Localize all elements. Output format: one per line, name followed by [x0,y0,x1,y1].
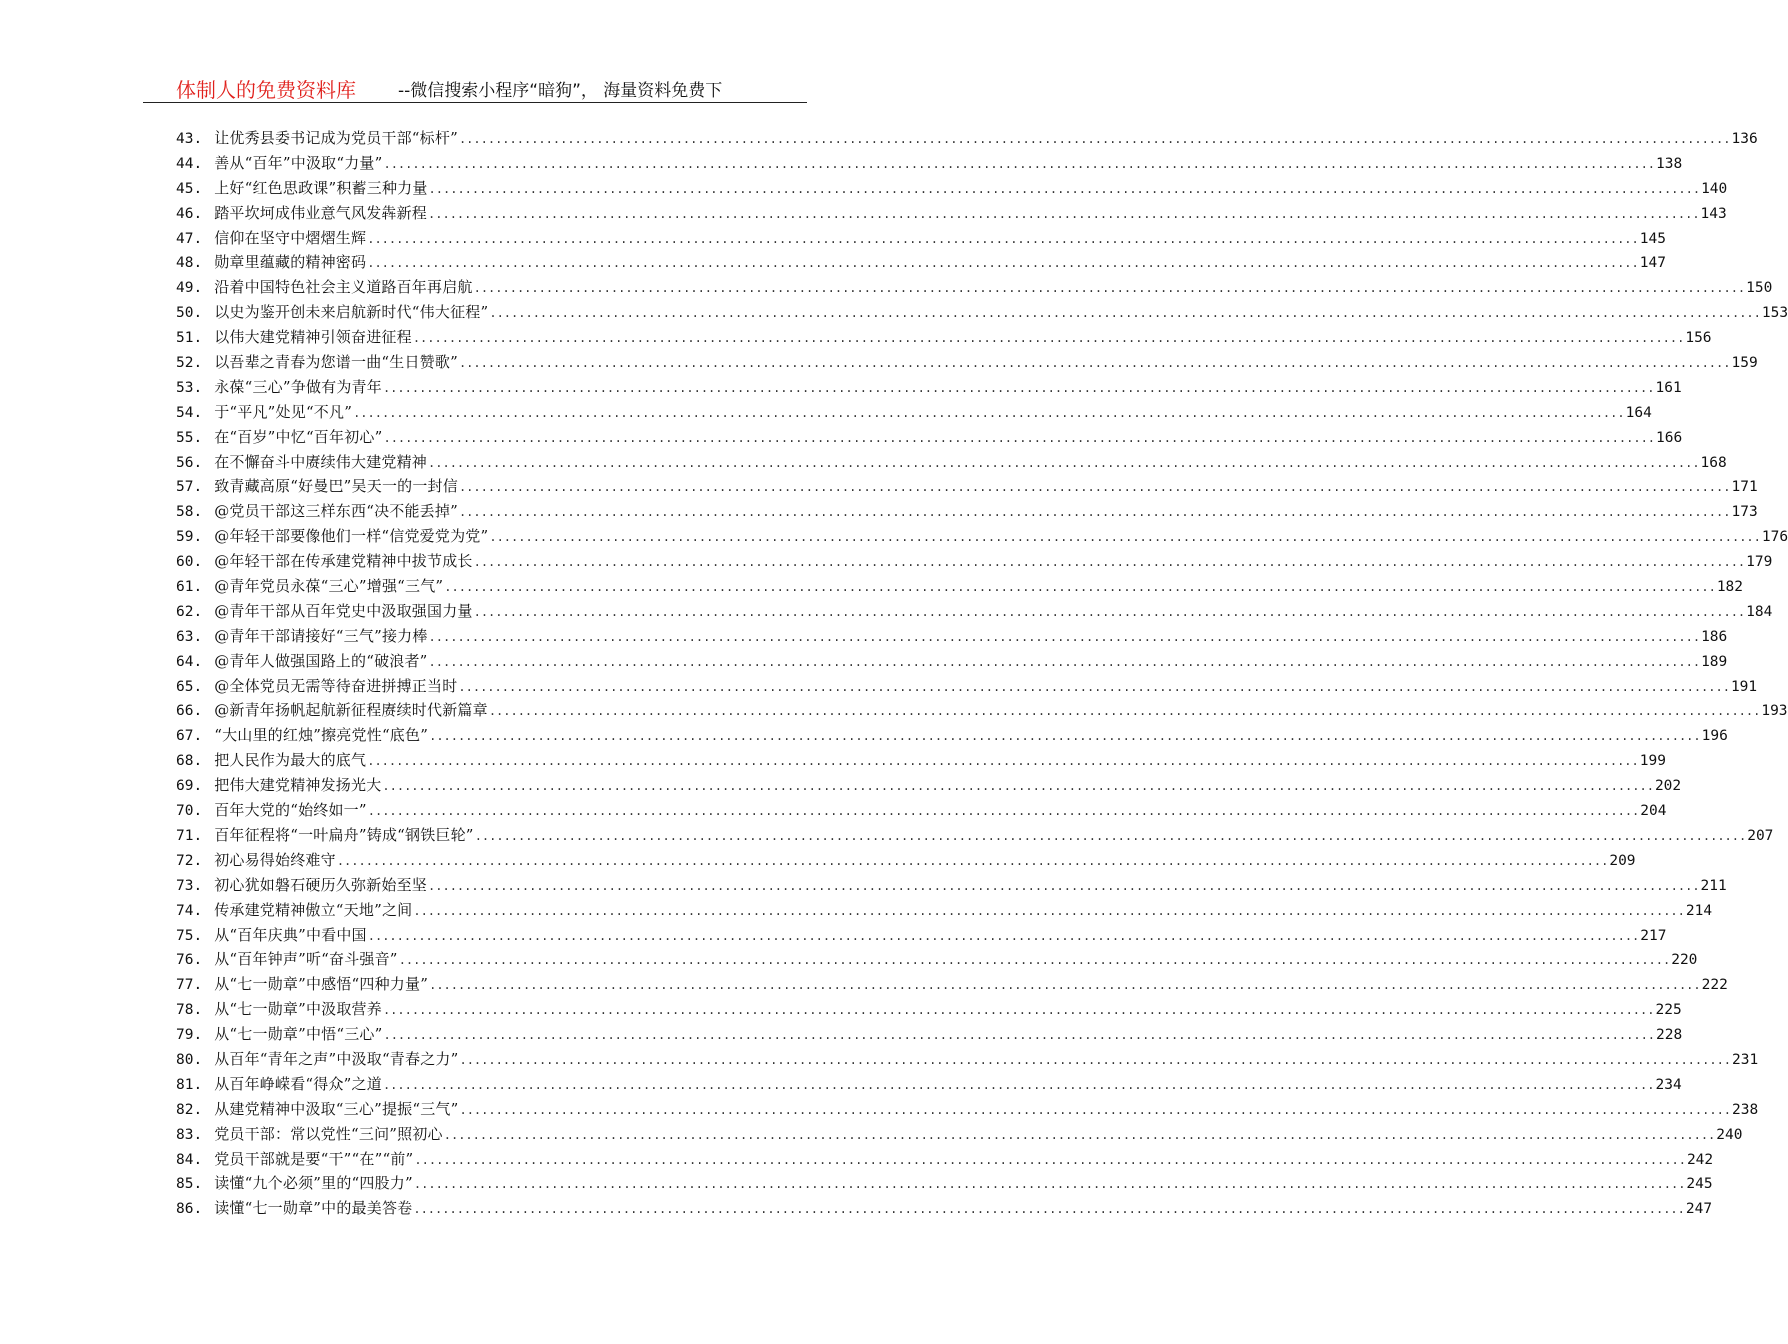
toc-entry-page-number: 211 [1700,877,1727,894]
toc-entry-number: 81. [176,1076,203,1093]
toc-entry-title: 百年大党的“始终如一” [214,801,367,820]
toc-entry-leader-dots [382,774,1654,799]
toc-entry[interactable] [176,997,1682,1022]
toc-entry-number: 57. [176,479,203,496]
toc-entry-page-number: 173 [1731,504,1758,521]
toc-entry-leader-dots [428,451,1700,476]
toc-entry-page-number: 247 [1685,1201,1713,1218]
toc-entry-number: 85. [176,1176,203,1193]
toc-entry-leader-dots [367,251,1639,276]
toc-entry-page-number: 168 [1700,454,1727,471]
toc-entry-page-number: 145 [1639,230,1666,247]
toc-entry[interactable] [176,674,1758,699]
toc-entry-leader-dots [399,948,1671,973]
toc-entry-leader-dots [444,1123,1716,1148]
toc-entry-title: 党员干部就是要“干”“在”“前” [214,1149,414,1168]
toc-entry-title: 在不懈奋斗中赓续伟大建党精神 [214,452,428,471]
toc-entry[interactable] [176,300,1788,325]
toc-entry-leader-dots [428,202,1700,227]
toc-entry-number: 43. [176,131,203,147]
toc-entry-page-number: 186 [1701,628,1728,645]
toc-entry-number: 75. [176,927,203,944]
toc-entry-leader-dots [413,326,1685,351]
toc-entry-page-number: 147 [1639,255,1666,272]
toc-entry-page-number: 140 [1701,180,1728,197]
toc-entry-page-number: 207 [1747,827,1774,844]
toc-entry-title: 从“百年钟声”听“奋斗强音” [214,950,398,969]
toc-entry-page-number: 220 [1671,952,1698,969]
toc-entry-number: 84. [176,1151,203,1168]
toc-entry-title: 信仰在坚守中熠熠生辉 [214,228,367,247]
toc-entry-leader-dots [368,799,1640,824]
toc-entry-page-number: 214 [1685,902,1713,919]
toc-entry-page-number: 143 [1700,205,1727,222]
toc-entry-page-number: 209 [1609,852,1636,869]
toc-entry[interactable] [176,400,1652,425]
toc-entry-page-number: 179 [1746,554,1773,571]
toc-entry-leader-dots [489,301,1761,326]
toc-entry[interactable] [176,201,1727,226]
toc-entry[interactable] [176,1047,1759,1072]
toc-entry[interactable] [176,151,1683,176]
toc-entry-number: 83. [176,1126,203,1143]
toc-entry-title: 沿着中国特色社会主义道路百年再启航 [214,278,473,297]
toc-entry-number: 58. [176,504,203,521]
toc-entry-title: 在“百岁”中忆“百年初心” [214,427,383,446]
toc-entry[interactable] [176,1196,1713,1221]
header-tagline: --微信搜索小程序“暗狗”， 海量资料免费下 [398,81,723,101]
toc-entry[interactable] [176,798,1667,823]
toc-entry-title: 于“平凡”处见“不凡” [214,402,353,421]
toc-entry[interactable] [176,375,1682,400]
toc-entry-title: @年轻干部在传承建党精神中拔节成长 [214,552,473,571]
toc-entry-number: 86. [176,1201,203,1218]
toc-entry[interactable] [176,748,1666,773]
toc-entry[interactable] [176,126,1758,151]
toc-entry-leader-dots [383,998,1655,1023]
toc-entry-title: @年轻干部要像他们一样“信党爱党为党” [214,527,489,546]
toc-entry-title: 把人民作为最大的底气 [214,751,367,770]
toc-entry-title: @青年人做强国路上的“破浪者” [214,651,428,670]
toc-entry-leader-dots [383,376,1655,401]
toc-entry[interactable] [176,1022,1683,1047]
toc-entry[interactable] [176,275,1773,300]
toc-entry-leader-dots [459,475,1731,500]
toc-entry-leader-dots [413,899,1685,924]
toc-entry[interactable] [176,947,1698,972]
toc-entry-leader-dots [383,152,1655,177]
toc-entry-title: 从百年“青年之声”中汲取“青春之力” [214,1049,459,1068]
toc-entry-page-number: 245 [1686,1176,1713,1193]
toc-entry-leader-dots [459,500,1731,525]
toc-entry[interactable] [176,1171,1713,1196]
toc-entry[interactable] [176,549,1773,574]
toc-entry-title: @新青年扬帆起航新征程赓续时代新篇章 [214,701,488,720]
toc-entry-title: @青年干部从百年党史中汲取强国力量 [214,601,473,620]
toc-entry[interactable] [176,649,1728,674]
brand-title: 体制人的免费资料库 [176,78,356,102]
toc-entry-leader-dots [429,973,1701,998]
toc-entry-number: 65. [176,678,203,695]
toc-entry-title: 上好“红色思政课”积蓄三种力量 [214,178,428,197]
toc-entry-number: 72. [176,852,203,869]
toc-entry-leader-dots [458,675,1730,700]
toc-entry-leader-dots [429,650,1701,675]
toc-entry-title: 从“七一勋章”中悟“三心” [214,1025,383,1044]
toc-entry-page-number: 196 [1701,728,1728,745]
toc-entry-page-number: 234 [1655,1076,1682,1093]
toc-entry-leader-dots [414,1148,1686,1173]
toc-entry-page-number: 161 [1655,379,1682,396]
toc-entry-title: @青年党员永葆“三心”增强“三气” [214,577,444,596]
toc-entry[interactable] [176,325,1712,350]
toc-entry-title: 初心犹如磐石硬历久弥新始至坚 [214,875,428,894]
toc-entry-number: 55. [176,429,203,446]
toc-entry-page-number: 228 [1656,1027,1683,1044]
toc-entry-page-number: 225 [1655,1002,1682,1019]
toc-entry[interactable] [176,823,1774,848]
toc-entry-leader-dots [474,276,1746,301]
toc-entry[interactable] [176,923,1667,948]
toc-entry[interactable] [176,1072,1682,1097]
toc-entry[interactable] [176,350,1758,375]
toc-entry-number: 52. [176,355,203,372]
toc-entry-number: 70. [176,803,203,820]
toc-entry-number: 64. [176,653,203,670]
toc-entry-title: 把伟大建党精神发扬光大 [214,776,382,795]
toc-entry-leader-dots [459,127,1731,152]
toc-entry-page-number: 199 [1639,753,1666,770]
toc-entry[interactable] [176,898,1713,923]
toc-entry[interactable] [176,1122,1743,1147]
toc-entry-leader-dots [367,749,1639,774]
toc-entry-number: 69. [176,778,203,795]
toc-entry-leader-dots [444,575,1716,600]
toc-entry-number: 73. [176,877,203,894]
toc-entry-page-number: 166 [1656,429,1683,446]
toc-entry-title: 致青藏高原“好曼巴”吴天一的一封信 [214,477,458,496]
toc-entry-page-number: 204 [1640,803,1667,820]
toc-entry-title: 初心易得始终难守 [214,850,336,869]
toc-entry-page-number: 202 [1654,778,1682,795]
toc-entry-number: 47. [176,230,203,247]
toc-entry-number: 61. [176,579,203,596]
toc-entry-number: 45. [176,180,203,197]
toc-entry-title: 踏平坎坷成伟业意气风发犇新程 [214,203,428,222]
toc-entry-page-number: 150 [1746,280,1773,297]
toc-entry-number: 80. [176,1051,203,1068]
toc-entry[interactable] [176,574,1744,599]
toc-entry-leader-dots [367,227,1639,252]
toc-entry-number: 48. [176,255,203,272]
toc-entry-title: 从百年峥嵘看“得众”之道 [214,1074,382,1093]
toc-entry[interactable] [176,698,1788,723]
toc-entry-leader-dots [383,1073,1655,1098]
toc-entry-page-number: 182 [1716,579,1744,596]
toc-entry-number: 76. [176,952,203,969]
toc-entry-number: 66. [176,703,203,720]
toc-entry-title: @党员干部这三样东西“决不能丢掉” [214,502,458,521]
toc-entry-title: 以伟大建党精神引领奋进征程 [214,328,412,347]
toc-entry-leader-dots [474,550,1746,575]
toc-entry-leader-dots [414,1172,1686,1197]
toc-entry-leader-dots [383,426,1655,451]
toc-entry-page-number: 189 [1701,653,1728,670]
toc-entry-title: @青年干部请接好“三气”接力棒 [214,626,428,645]
toc-entry[interactable] [176,474,1758,499]
toc-entry-title: 从“七一勋章”中汲取营养 [214,1000,382,1019]
toc-entry[interactable] [176,624,1728,649]
toc-entry[interactable] [176,773,1682,798]
toc-entry-leader-dots [413,1197,1685,1222]
toc-entry[interactable] [176,524,1788,549]
toc-entry-page-number: 171 [1731,479,1758,496]
toc-entry-number: 46. [176,205,203,222]
toc-entry[interactable] [176,1147,1714,1172]
toc-entry-title: 从“七一勋章”中感悟“四种力量” [214,975,429,994]
toc-entry-page-number: 222 [1701,977,1728,994]
toc-entry-leader-dots [429,625,1701,650]
toc-entry[interactable] [176,425,1683,450]
toc-entry-leader-dots [474,600,1746,625]
toc-entry-leader-dots [383,1023,1655,1048]
toc-entry-number: 67. [176,728,203,745]
toc-entry[interactable] [176,499,1758,524]
toc-entry-page-number: 156 [1685,330,1712,347]
toc-entry-leader-dots [428,874,1700,899]
toc-entry-number: 54. [176,404,203,421]
toc-entry-number: 79. [176,1027,203,1044]
toc-entry-title: 党员干部：常以党性“三问”照初心 [214,1124,443,1143]
toc-entry-number: 50. [176,305,203,322]
toc-entry-title: 勋章里蕴藏的精神密码 [214,253,367,272]
toc-entry-number: 71. [176,827,203,844]
toc-entry[interactable] [176,226,1666,251]
toc-entry[interactable] [176,873,1727,898]
toc-entry-title: 从“百年庆典”中看中国 [214,925,367,944]
toc-entry-title: @全体党员无需等待奋进拼搏正当时 [214,676,458,695]
toc-entry[interactable] [176,848,1636,873]
toc-entry-leader-dots [489,699,1761,724]
page-header [143,68,807,103]
toc-entry-leader-dots [459,1098,1731,1123]
toc-entry-title: “大山里的红烛”擦亮党性“底色” [214,726,429,745]
toc-entry-page-number: 193 [1761,703,1788,720]
toc-entry-title: 从建党精神中汲取“三心”提振“三气” [214,1099,459,1118]
toc-entry-title: 让优秀县委书记成为党员干部“标杆” [214,129,458,147]
toc-entry-number: 63. [176,628,203,645]
toc-entry-leader-dots [489,525,1761,550]
toc-entry-title: 善从“百年”中汲取“力量” [214,153,383,172]
toc-entry-number: 62. [176,603,203,620]
toc-entry-number: 49. [176,280,203,297]
toc-entry-leader-dots [368,924,1640,949]
toc-entry-page-number: 138 [1656,155,1683,172]
toc-entry-page-number: 217 [1640,927,1667,944]
toc-entry-page-number: 231 [1732,1051,1759,1068]
toc-entry[interactable] [176,250,1666,275]
toc-entry-page-number: 242 [1686,1151,1714,1168]
toc-entry[interactable] [176,1097,1759,1122]
table-of-contents [176,126,1788,1221]
toc-entry-page-number: 191 [1730,678,1758,695]
toc-entry-leader-dots [459,1048,1731,1073]
toc-entry-number: 60. [176,554,203,571]
toc-entry[interactable] [176,972,1728,997]
toc-entry-title: 读懂“七一勋章”中的最美答卷 [214,1199,413,1218]
toc-entry-page-number: 240 [1716,1126,1743,1143]
toc-entry-leader-dots [429,177,1701,202]
toc-entry-leader-dots [459,351,1731,376]
toc-entry-page-number: 136 [1731,131,1758,147]
toc-entry-title: 百年征程将“一叶扁舟”铸成“钢铁巨轮” [214,825,474,844]
toc-entry-number: 53. [176,379,203,396]
toc-entry-leader-dots [337,849,1609,874]
toc-entry-page-number: 164 [1625,404,1652,421]
toc-entry-leader-dots [475,824,1747,849]
toc-entry-title: 读懂“九个必须”里的“四股力” [214,1174,413,1193]
toc-entry-number: 77. [176,977,203,994]
toc-entry-number: 82. [176,1101,203,1118]
toc-entry-page-number: 184 [1746,603,1773,620]
toc-entry-leader-dots [353,401,1625,426]
toc-entry-number: 74. [176,902,203,919]
toc-entry[interactable] [176,723,1728,748]
toc-entry[interactable] [176,450,1727,475]
toc-entry[interactable] [176,599,1773,624]
toc-entry-title: 以史为鉴开创未来启航新时代“伟大征程” [214,303,489,322]
toc-entry-number: 59. [176,529,203,546]
toc-entry-number: 78. [176,1002,203,1019]
toc-entry-page-number: 176 [1761,529,1788,546]
toc-entry-title: 传承建党精神傲立“天地”之间 [214,900,413,919]
toc-entry-page-number: 238 [1732,1101,1759,1118]
toc-entry-title: 以吾辈之青春为您谱一曲“生日赞歌” [214,353,458,372]
toc-entry-number: 56. [176,454,203,471]
toc-entry-number: 51. [176,330,203,347]
toc-entry-title: 永葆“三心”争做有为青年 [214,377,382,396]
toc-entry[interactable] [176,176,1728,201]
toc-entry-page-number: 153 [1761,305,1788,322]
toc-entry-number: 68. [176,753,203,770]
toc-entry-leader-dots [429,724,1701,749]
toc-entry-number: 44. [176,155,203,172]
toc-entry-page-number: 159 [1731,355,1758,372]
